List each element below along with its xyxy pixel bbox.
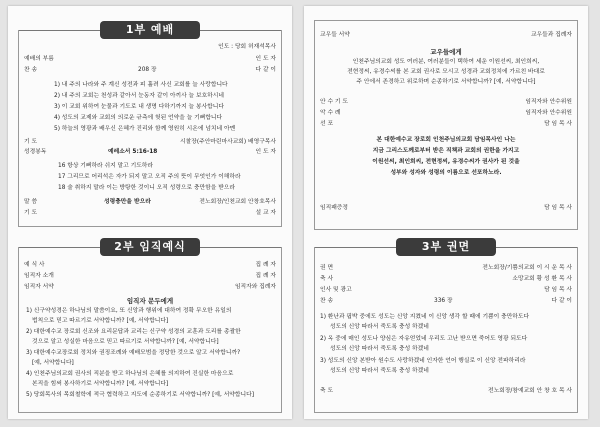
row-label: 말 씀	[24, 199, 38, 205]
vow-line: 본직을 힘써 봉사하기로 서약합니까? [예, 서약합니다]	[32, 381, 169, 387]
row-role: 전노회장/인천교회 안창호목사	[199, 199, 276, 205]
presider-label: 인도 : 당회 허재석목사	[218, 44, 276, 50]
left-page	[8, 6, 292, 419]
right-page	[304, 6, 588, 419]
hymn-line: 1) 내 주의 나라와 주 계신 성전과 피 흘려 사신 교회를 늘 사랑합니다	[54, 82, 228, 88]
section-title: 2부 임직예식	[100, 238, 200, 256]
row-role: 집 례 자	[255, 273, 276, 279]
row-role: 인 도 자	[255, 149, 276, 155]
row-role: 담 임 목 사	[544, 121, 572, 127]
row-role: 임직자와 집례자	[234, 284, 276, 290]
row-label: 인사 및 광고	[320, 287, 352, 293]
hymn-line: 2) 옥 중에 매인 성도나 양심은 자유얻었네 우리도 고난 받으면 죽어도 영광 되도다	[320, 336, 528, 342]
vow-line: 5) 당회목사의 목회철학에 적극 협력하고 지도에 순종하기로 서약합니까? [예, 서약합니다]	[26, 392, 254, 398]
hymn-line: 1) 환난과 핍박 중에도 성도는 신앙 지켰네 이 신앙 생각 할 때에 기쁨이 충만하도다	[320, 314, 530, 320]
vow-line: 3) 대한예수교장로회 정치와 권징조례와 예배모범을 정당한 것으로 알고 서약합니까?	[26, 350, 241, 356]
hymn-line: 4) 성도의 교제와 교회의 의로운 규측에 헛된 언약을 늘 기뻐합니다	[54, 115, 223, 121]
row-label: 안 수 기 도	[320, 99, 348, 105]
row-label: 찬 송	[24, 67, 38, 73]
vow-line: 법칙으로 믿고 따르기로 서약합니까? [예, 서약합니다]	[32, 318, 169, 324]
row-label: 예 식 사	[24, 262, 45, 268]
row-label: 축 사	[320, 276, 334, 282]
row-role: 소망교회 황 성 환 목 사	[512, 276, 572, 282]
row-value: 성령충만을 받으라	[104, 199, 151, 205]
hymn-line: 3) 성도의 신앙 본받아 원수도 사랑하겠네 인자한 언어 행실로 이 신앙 전파하리라	[320, 358, 526, 364]
row-label: 악 수 례	[320, 110, 341, 116]
scripture-line: 18 술 취하지 말라 이는 방탕한 것이니 오직 성령으로 충만함을 받으라	[58, 185, 235, 191]
hymn-line: 성도의 신앙 따라서 죽도록 충성 하겠네	[330, 368, 429, 374]
body-line: 인천주님의교회 성도 여러분, 여러분들이 택하여 세운 이원선씨, 최인희씨,	[352, 59, 540, 65]
subheading: 교우들에게	[430, 48, 462, 56]
row-role: 임직자와 안수위원	[525, 110, 572, 116]
row-value: 208 장	[138, 67, 157, 73]
vow-line: [예, 서약합니다]	[32, 360, 74, 366]
subheading: 임직자 문두에게	[126, 297, 174, 305]
row-role: 인 도 자	[255, 56, 276, 62]
row-label: 교우들 서약	[320, 32, 350, 38]
row-role: 설 교 자	[255, 210, 276, 216]
row-role: 다 같 이	[551, 298, 572, 304]
row-label: 축 도	[320, 388, 334, 394]
row-role: 담 임 목 사	[544, 287, 572, 293]
vow-line: 것으로 알고 성실한 마음으로 믿고 따르기로 서약합니까? [예, 서약합니다]	[32, 339, 219, 345]
row-role: 담 임 목 사	[544, 205, 572, 211]
body-line: 주 안에서 존경하고 위로하며 순종하기로 서약합니까? [예, 서약합니다]	[356, 79, 536, 85]
hymn-line: 3) 이 교회 위하여 눈물과 기도로 내 생명 다하기까지 늘 봉사합니다	[54, 104, 224, 110]
row-value: 예레소서 5:16-18	[108, 149, 158, 155]
hymn-line: 2) 내 주의 교회는 천성과 같아서 눈동자 같이 아끼사 늘 보호하시네	[54, 93, 224, 99]
row-label: 기 도	[24, 210, 38, 216]
row-role: 전노회장/기쁨의교회 이 시 운 목 사	[482, 265, 572, 271]
row-role: 교우들과 집례자	[530, 32, 572, 38]
section-title: 1부 예배	[100, 21, 200, 39]
row-label: 임직자 소개	[24, 273, 54, 279]
row-label: 기 도	[24, 139, 38, 145]
row-label: 임직자 서약	[24, 284, 54, 290]
row-role: 다 같 이	[255, 67, 276, 73]
declaration-line: 성부와 성자와 성령의 이름으로 선포하노라.	[390, 170, 502, 176]
declaration-line: 이원선씨, 최인희씨, 전현정씨, 유경수씨가 권사가 된 것을	[372, 159, 520, 165]
row-label: 선 포	[320, 121, 334, 127]
vow-line: 4) 인천주님의교회 권사의 직분을 받고 하나님의 은혜를 의지하여 진실한 마음으로	[26, 371, 234, 377]
scripture-line: 17 그리므로 어리석은 자가 되지 말고 오직 주의 뜻이 무엇인가 이해하라	[58, 174, 241, 180]
row-label: 임직패증정	[320, 205, 348, 211]
row-label: 성경봉독	[24, 149, 47, 155]
vow-line: 2) 대한예수교 장로회 신조와 요리문답과 교리는 신구약 성경의 교훈과 도리를 총괄한	[26, 329, 241, 335]
body-line: 전현정씨, 유경수씨를 본 교회 권사로 모시고 성경과 교회정치에 가르친 바대로	[347, 69, 545, 75]
hymn-line: 5) 하늘의 영광과 배우신 은혜가 진리와 함께 영원히 시온에 넘치네 아멘	[54, 126, 236, 132]
vow-line: 1) 신구약성경은 하나님의 말씀이요, 또 신앙과 행위에 대하여 정확 무오한 유일의	[26, 308, 232, 314]
row-label: 예배의 부름	[24, 56, 54, 62]
row-label: 권 면	[320, 265, 334, 271]
declaration-line: 본 대한예수교 장로회 인천주님의교회 담임목사인 나는	[376, 137, 516, 143]
row-label: 찬 송	[320, 298, 334, 304]
scripture-line: 16 항상 기뻐하라 쉬지 말고 기도하라	[58, 163, 153, 169]
row-value: 시찰장(주안마린마사교회) 배영구목사	[180, 139, 276, 145]
section-title: 3부 권면	[396, 238, 496, 256]
row-role: 집 례 자	[255, 262, 276, 268]
row-role: 임직자와 안수위원	[525, 99, 572, 105]
hymn-line: 성도의 신앙 따라서 죽도록 충성 하겠네	[330, 346, 429, 352]
declaration-line: 지금 그리스도께로부터 받은 직책과 교회의 권한을 가지고	[372, 148, 520, 154]
row-role: 전노회장/참예교회 안 창 호 목 사	[488, 388, 572, 394]
hymn-line: 성도의 신앙 따라서 죽도록 충성 하겠네	[330, 324, 429, 330]
row-value: 336 장	[434, 298, 453, 304]
